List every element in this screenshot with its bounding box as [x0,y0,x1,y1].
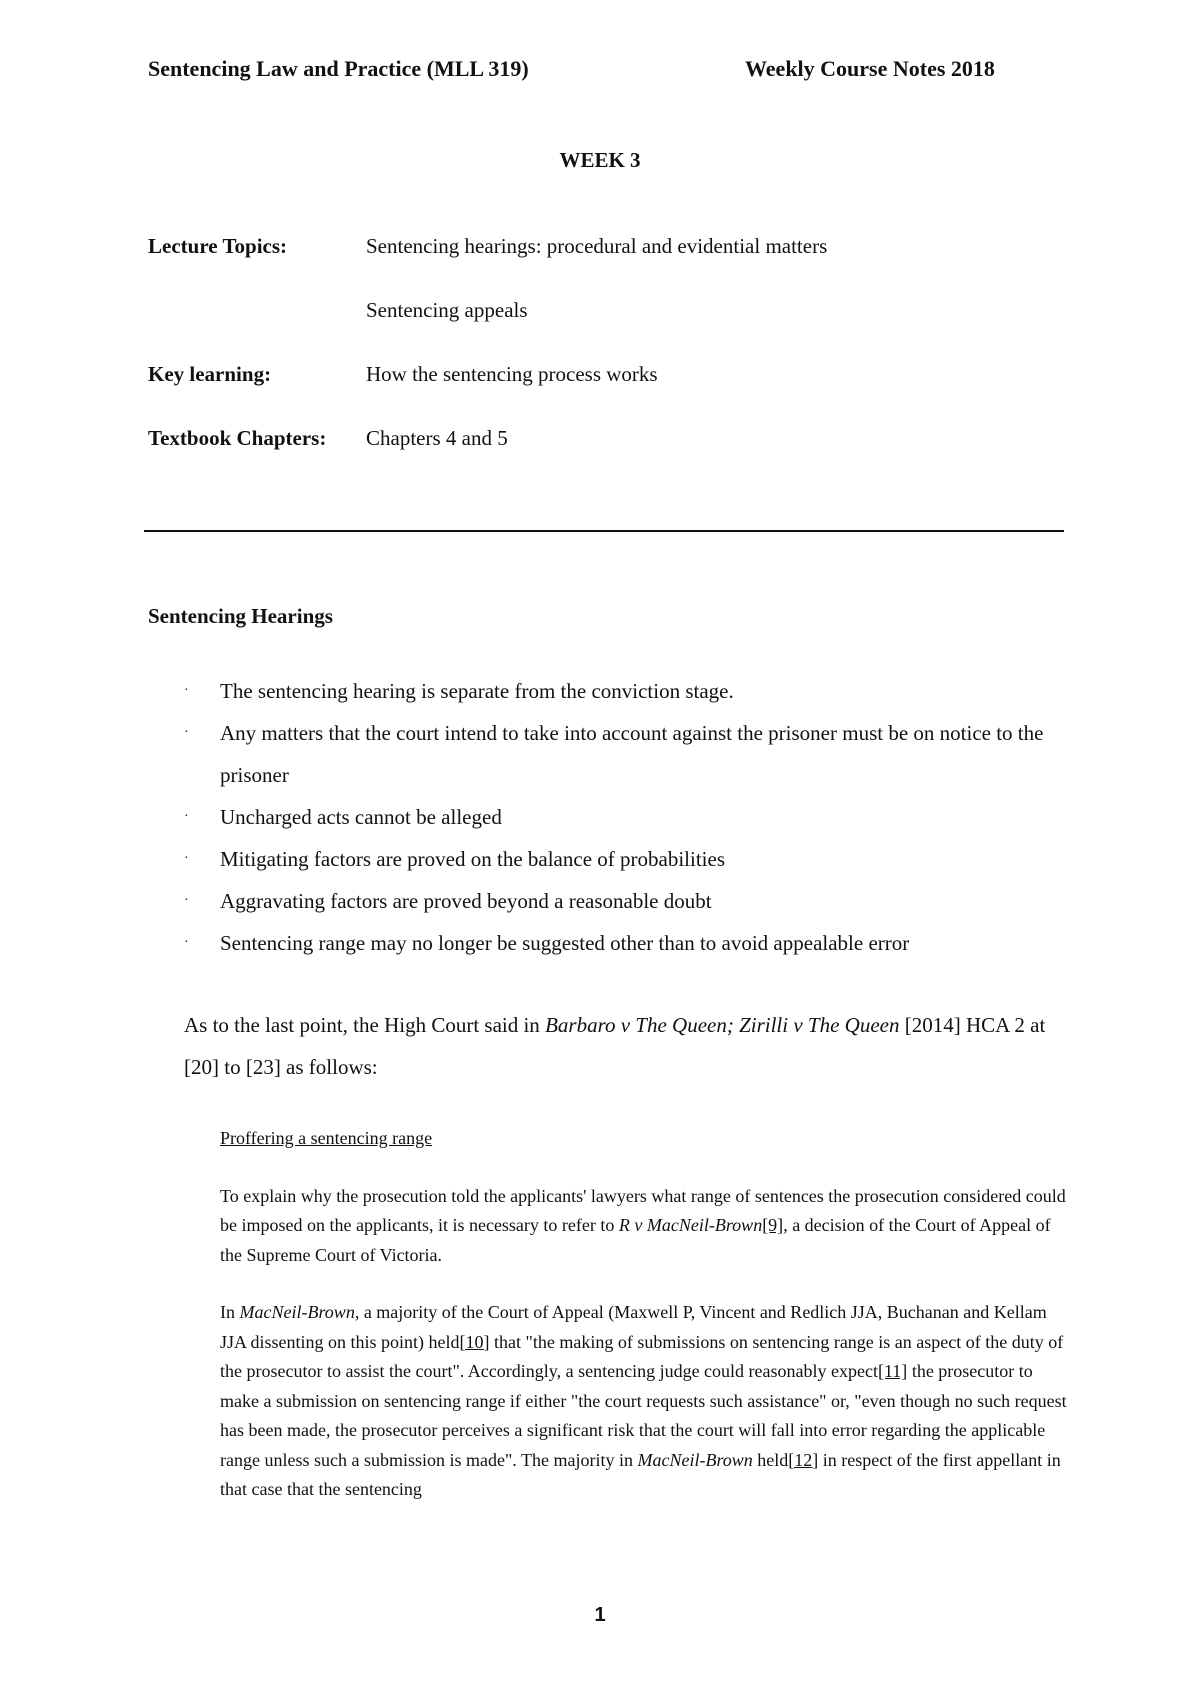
bullet-dot-icon: · [184,893,189,908]
lecture-topic-1: Sentencing hearings: procedural and evidential matters [366,234,828,258]
horizontal-divider [144,530,1064,532]
key-learning-value: How the sentencing process works [366,362,658,386]
quote-text: in respect of the first appellant in that case that the sentencing [220,1449,1061,1499]
bullet-dot-icon: · [184,935,189,950]
list-item [148,796,1068,838]
header-notes-title: Weekly Course Notes 2018 [745,56,995,81]
intro-text-before: As to the last point, the High Court said in [184,1013,546,1037]
case-citation: MacNeil-Brown [637,1449,753,1470]
quote-paragraph-2 [220,1298,1070,1505]
bullet-text: The sentencing hearing is separate from the conviction stage. [220,679,734,703]
bullet-dot-icon: · [184,683,189,698]
quote-text: , a decision of the Court of Appeal of the Supreme Court of Victoria. [220,1215,1051,1265]
bullet-dot-icon: · [184,851,189,866]
textbook-chapters-label: Textbook Chapters: [148,426,327,450]
quote-text: that "the making of submissions on sentencing range is an aspect of the duty of the prosecutor to assist the court". Accordingly, a sentencing judge could reasonably expect [220,1331,1064,1381]
textbook-chapters-value: Chapters 4 and 5 [366,426,508,450]
lecture-topic-2: Sentencing appeals [366,298,528,322]
section-title: Sentencing Hearings [148,604,333,628]
bullet-dot-icon: · [184,809,189,824]
quote-text: In [220,1302,240,1322]
case-citation: MacNeil-Brown [239,1302,355,1322]
list-item [148,670,1068,712]
list-item [148,922,1068,964]
quote-text: the prosecutor to make a submission on sentencing range if either "the court requests such assistance" or, "even though no such request has been made, the prosecutor perceives a significant risk that the court will fall into error regarding the applicable range unless such a submission is made". The majority in [220,1361,1067,1470]
footnote-link-10[interactable]: [10] [459,1331,490,1352]
footnote-link-12[interactable]: [12] [788,1449,819,1470]
footnote-link-9[interactable]: [9] [762,1215,784,1235]
list-item [148,838,1068,880]
list-item [148,880,1068,922]
page-number: 1 [594,1604,606,1626]
bullet-text: Any matters that the court intend to take into account against the prisoner must be on notice to the prisoner [220,721,1044,787]
key-learning-label: Key learning: [148,362,272,386]
header-course-title: Sentencing Law and Practice (MLL 319) [148,56,529,81]
intro-text-after: [2014] HCA 2 at [20] to [23] as follows: [184,1013,1046,1079]
quoted-excerpt [220,1124,1070,1533]
bullet-list [148,670,1068,964]
bullet-text: Uncharged acts cannot be alleged [220,805,502,829]
case-citation: R v MacNeil-Brown [618,1215,763,1235]
bullet-dot-icon: · [184,725,189,740]
quote-text: To explain why the prosecution told the applicants' lawyers what range of sentences the prosecution considered could be imposed on the applicants, it is necessary to refer to [220,1185,1066,1235]
quote-text: , a majority of the Court of Appeal (Maxwell P, Vincent and Redlich JJA, Buchanan and Kellam JJA dissenting on this point) held [220,1302,1047,1352]
footnote-link-11[interactable]: [11] [877,1361,908,1381]
intro-paragraph [184,1004,1064,1088]
bullet-text: Mitigating factors are proved on the balance of probabilities [220,847,725,871]
bullet-text: Sentencing range may no longer be suggested other than to avoid appealable error [220,931,910,955]
week-title: WEEK 3 [559,148,641,172]
quote-text: held [752,1449,789,1470]
quote-paragraph-1 [220,1182,1070,1271]
list-item [148,712,1068,796]
quote-heading: Proffering a sentencing range [220,1128,433,1148]
bullet-text: Aggravating factors are proved beyond a reasonable doubt [220,889,712,913]
case-citation: Barbaro v The Queen; Zirilli v The Queen [545,1013,900,1037]
lecture-topics-label: Lecture Topics: [148,234,288,258]
